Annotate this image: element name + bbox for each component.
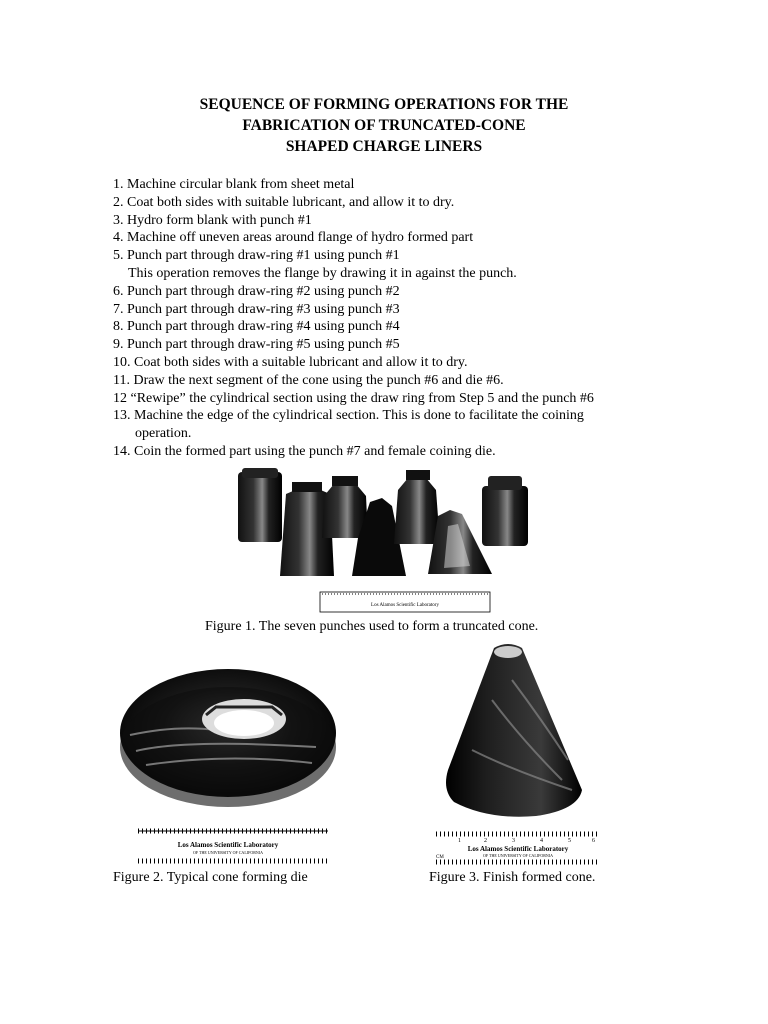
step-7: 7. Punch part through draw-ring #3 using punch #3 bbox=[113, 301, 400, 317]
step-2: 2. Coat both sides with suitable lubricant, and allow it to dry. bbox=[113, 194, 455, 210]
title-line-2: FABRICATION OF TRUNCATED-CONE bbox=[242, 117, 526, 134]
figure-2-caption: Figure 2. Typical cone forming die bbox=[113, 870, 308, 885]
step-12: 12 “Rewipe” the cylindrical section using the draw ring from Step 5 and the punch #6 bbox=[113, 390, 594, 406]
step-6: 6. Punch part through draw-ring #2 using punch #2 bbox=[113, 283, 400, 299]
ruler-number-6: 6 bbox=[592, 838, 595, 844]
step-14: 14. Coin the formed part using the punch #7 and female coining die. bbox=[113, 443, 496, 459]
figure-3-caption: Figure 3. Finish formed cone. bbox=[429, 870, 596, 885]
document-title bbox=[0, 94, 768, 157]
die-center-hole-shape bbox=[202, 699, 286, 739]
ruler-number-4: 4 bbox=[540, 838, 543, 844]
step-5-note: This operation removes the flange by drawing it in against the punch. bbox=[128, 265, 517, 281]
step-8: 8. Punch part through draw-ring #4 using punch #4 bbox=[113, 319, 400, 335]
ruler-unit-label: CM bbox=[436, 855, 444, 860]
formed-cone-shape bbox=[446, 644, 582, 817]
step-13: 13. Machine the edge of the cylindrical section. This is done to facilitate the coining bbox=[113, 408, 584, 424]
operation-steps-list bbox=[113, 176, 673, 461]
punch-1-shape bbox=[238, 468, 282, 542]
ruler-number-3: 3 bbox=[512, 838, 515, 844]
ruler-number-2: 2 bbox=[484, 838, 487, 844]
step-1: 1. Machine circular blank from sheet metal bbox=[113, 177, 355, 192]
figure-2-ruler-sublabel: OF THE UNIVERSITY OF CALIFORNIA bbox=[192, 850, 264, 855]
step-4: 4. Machine off uneven areas around flange of hydro formed part bbox=[113, 230, 474, 246]
figure-3-ruler-sublabel: OF THE UNIVERSITY OF CALIFORNIA bbox=[482, 853, 554, 858]
punch-7-shape bbox=[482, 476, 528, 546]
figure-2-die-photo bbox=[116, 655, 340, 869]
figure-1-ruler bbox=[320, 592, 490, 612]
step-3: 3. Hydro form blank with punch #1 bbox=[113, 212, 312, 228]
figure-3-ruler-label: Los Alamos Scientific Laboratory bbox=[467, 845, 569, 853]
title-line-1: SEQUENCE OF FORMING OPERATIONS FOR THE bbox=[199, 96, 569, 113]
figure-1-caption: Figure 1. The seven punches used to form a truncated cone. bbox=[205, 619, 539, 634]
figure-3-cone-photo bbox=[432, 640, 602, 868]
figure-2-ruler bbox=[136, 827, 330, 865]
ruler-number-1: 1 bbox=[458, 838, 461, 844]
step-13-continuation: operation. bbox=[135, 426, 192, 442]
figure-1-punches-photo bbox=[230, 466, 540, 614]
ruler-number-5: 5 bbox=[568, 838, 571, 844]
figure-3-ruler bbox=[434, 826, 600, 864]
step-11: 11. Draw the next segment of the cone using the punch #6 and die #6. bbox=[113, 372, 504, 388]
figure-2-ruler-label: Los Alamos Scientific Laboratory bbox=[177, 841, 279, 849]
step-5: 5. Punch part through draw-ring #1 using punch #1 bbox=[113, 248, 400, 264]
die-body-shape bbox=[120, 669, 336, 807]
step-9: 9. Punch part through draw-ring #5 using punch #5 bbox=[113, 337, 400, 353]
step-10: 10. Coat both sides with a suitable lubricant and allow it to dry. bbox=[113, 354, 468, 370]
title-line-3: SHAPED CHARGE LINERS bbox=[285, 138, 483, 155]
punch-5-shape bbox=[394, 470, 440, 544]
figure-1-ruler-label: Los Alamos Scientific Laboratory bbox=[371, 603, 439, 608]
